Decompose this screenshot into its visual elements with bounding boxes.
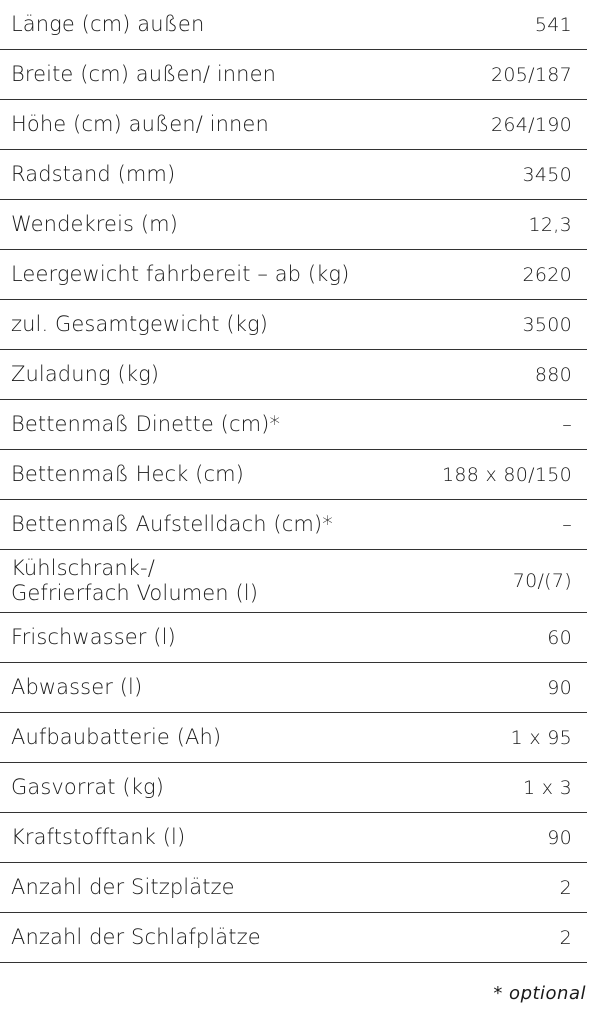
spec-label: Anzahl der Sitzplätze bbox=[11, 875, 235, 899]
spec-row-schlafplaetze bbox=[0, 913, 587, 963]
spec-value: 205/187 bbox=[490, 63, 572, 86]
spec-row-aufbaubatterie bbox=[0, 713, 587, 763]
spec-value: 2 bbox=[559, 876, 572, 899]
spec-label: Bettenmaß Heck (cm) bbox=[11, 462, 244, 486]
spec-value: 1 x 95 bbox=[510, 726, 572, 749]
spec-value: 90 bbox=[547, 826, 572, 849]
spec-value: – bbox=[562, 413, 572, 436]
spec-label: zul. Gesamtgewicht (kg) bbox=[11, 312, 268, 336]
spec-row-gesamtgewicht bbox=[0, 300, 587, 350]
spec-row-radstand bbox=[0, 150, 587, 200]
spec-value: 70/(7) bbox=[512, 570, 572, 592]
spec-value: 1 x 3 bbox=[523, 776, 572, 799]
spec-row-bett-heck bbox=[0, 450, 587, 500]
spec-label: Frischwasser (l) bbox=[11, 625, 176, 649]
spec-label: Aufbaubatterie (Ah) bbox=[11, 725, 222, 749]
spec-value: 3500 bbox=[522, 313, 572, 336]
spec-label: Kraftstofftank (l) bbox=[11, 825, 186, 849]
spec-label: Höhe (cm) außen/ innen bbox=[11, 112, 269, 136]
spec-row-bett-dinette bbox=[0, 400, 587, 450]
spec-row-gasvorrat bbox=[0, 763, 587, 813]
spec-value: 2620 bbox=[522, 263, 572, 286]
spec-label: Abwasser (l) bbox=[11, 675, 143, 699]
spec-row-zuladung bbox=[0, 350, 587, 400]
spec-value: 541 bbox=[534, 13, 572, 36]
spec-label: Leergewicht fahrbereit – ab (kg) bbox=[11, 262, 350, 286]
spec-row-leergewicht bbox=[0, 250, 587, 300]
spec-value: 188 x 80/150 bbox=[441, 463, 572, 486]
spec-row-abwasser bbox=[0, 663, 587, 713]
spec-value: 264/190 bbox=[490, 113, 572, 136]
spec-value: 12,3 bbox=[528, 213, 572, 236]
spec-value: 880 bbox=[534, 363, 572, 386]
footnote: * optional bbox=[493, 983, 586, 1004]
spec-label: Zuladung (kg) bbox=[11, 362, 160, 386]
spec-label: Länge (cm) außen bbox=[11, 12, 205, 36]
spec-row-laenge bbox=[0, 0, 587, 50]
spec-label: Radstand (mm) bbox=[11, 162, 176, 186]
spec-row-frischwasser bbox=[0, 613, 587, 663]
spec-row-sitzplaetze bbox=[0, 863, 587, 913]
spec-value: 60 bbox=[547, 626, 572, 649]
spec-row-bett-aufstelldach bbox=[0, 500, 587, 550]
spec-label: Wendekreis (m) bbox=[11, 212, 178, 236]
spec-value: 2 bbox=[559, 926, 572, 949]
spec-label: Bettenmaß Aufstelldach (cm)* bbox=[11, 512, 333, 536]
spec-row-kuehlschrank bbox=[0, 550, 587, 613]
spec-row-hoehe bbox=[0, 100, 587, 150]
spec-label-line: Gefrierfach Volumen (l) bbox=[11, 581, 259, 605]
spec-value: – bbox=[562, 513, 572, 536]
spec-label bbox=[0, 556, 258, 606]
spec-label-line: Kühlschrank-/ bbox=[11, 556, 155, 580]
spec-label: Bettenmaß Dinette (cm)* bbox=[11, 412, 281, 436]
spec-row-breite bbox=[0, 50, 587, 100]
spec-label: Breite (cm) außen/ innen bbox=[11, 62, 277, 86]
spec-row-wendekreis bbox=[0, 200, 587, 250]
spec-value: 3450 bbox=[522, 163, 572, 186]
spec-row-kraftstofftank bbox=[0, 813, 587, 863]
spec-label: Anzahl der Schlafplätze bbox=[11, 925, 261, 949]
spec-label: Gasvorrat (kg) bbox=[11, 775, 164, 799]
spec-value: 90 bbox=[547, 676, 572, 699]
